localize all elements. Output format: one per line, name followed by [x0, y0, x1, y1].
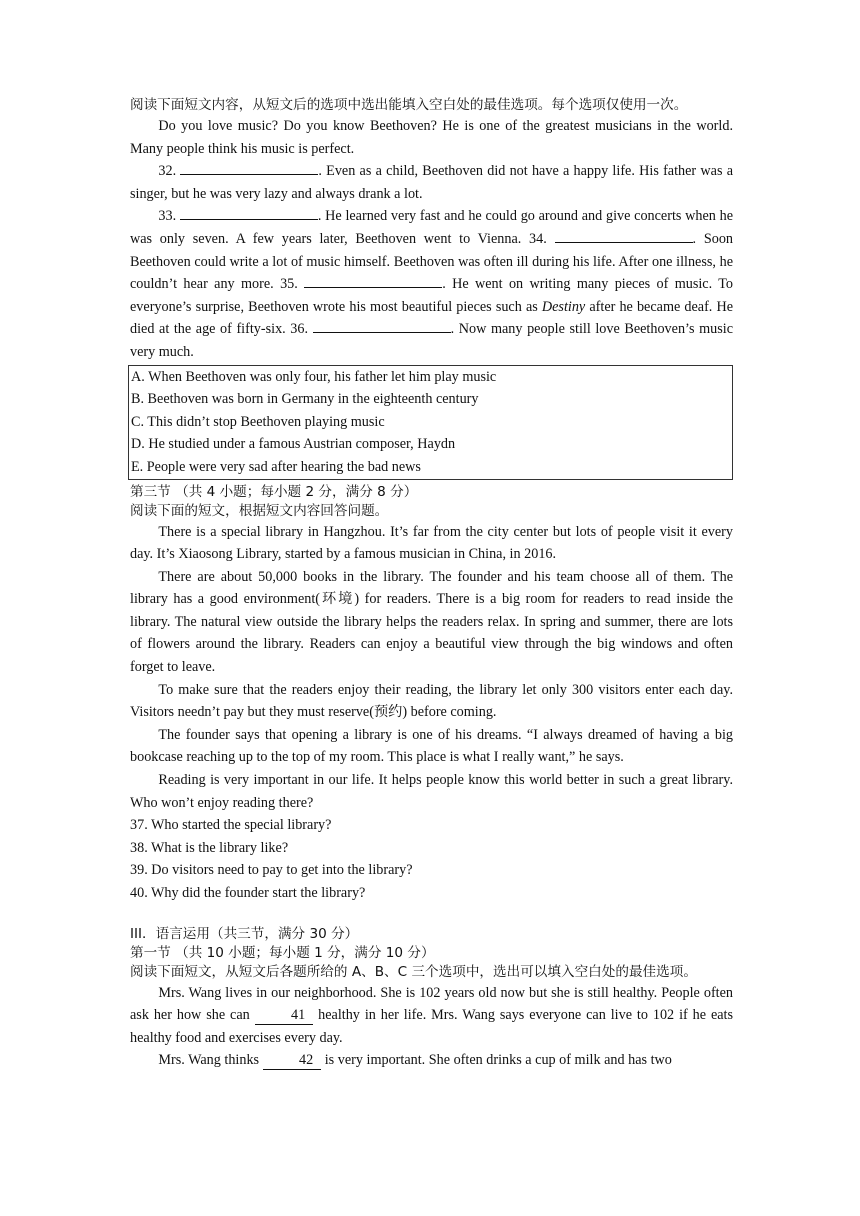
section-title: 第三节 （共 4 小题；每小题 2 分，满分 8 分） — [130, 483, 418, 500]
paragraph-text: Do you love music? Do you know Beethoven? He is one of the greatest musicians in the world. Many people think his music is perfect. — [130, 118, 733, 157]
question-item: 38. What is the library like? — [130, 839, 289, 856]
option-item: D. He studied under a famous Austrian composer, Haydn — [131, 436, 456, 453]
option-item: A. When Beethoven was only four, his father let him play music — [131, 368, 497, 385]
paragraph-text: . Soon Beethoven could write a lot of music himself. Beethoven was often ill during his life. After one illness, he couldn’t hear any more. 35. — [130, 230, 734, 293]
question-item: 37. Who started the special library? — [130, 817, 332, 834]
question-item: 40. Why did the founder start the library? — [130, 885, 366, 901]
answer-blank-34 — [555, 228, 693, 243]
passage-paragraph: There are about 50,000 books in the library. The founder and his team choose all of them. The library has a good environment(环境) for readers. There is a big room for readers to read inside the library. The natural view outside the library helps the readers relax. In spring and summer, there are lots of flowers around the library. Readers can enjoy a beautiful view through the big windows and often forget to leave. — [130, 568, 733, 676]
paragraph-text: . He learned very fast and he could go around and give concerts when he was only seven. A few years later, Beethoven went to Vienna. 34. — [130, 208, 734, 247]
section-instruction: 阅读下面的短文，根据短文内容回答问题。 — [130, 502, 389, 519]
question-number: 32. — [158, 163, 177, 180]
part-title: III．语言运用（共三节，满分 30 分） — [130, 925, 359, 942]
paragraph-text: is very important. She often drinks a cup of milk and has two — [324, 1052, 672, 1069]
answer-blank-35 — [304, 273, 442, 288]
section-title: 第一节 （共 10 小题；每小题 1 分，满分 10 分） — [130, 944, 435, 961]
options-box — [128, 365, 733, 480]
passage-paragraph — [130, 205, 733, 363]
passage-paragraph: To make sure that the readers enjoy their reading, the library let only 300 visitors enter each day. Visitors needn’t pay but they must reserve(预约) before coming. — [130, 681, 733, 721]
paragraph-text: Mrs. Wang lives in our neighborhood. She is 102 years old now but she is still healthy. People often ask her how she can — [130, 984, 733, 1024]
paragraph-text: healthy in her life. Mrs. Wang says everyone can live to 102 if he eats healthy food and exercises every day. — [130, 1007, 734, 1046]
numbered-blank-41: 41 — [255, 1006, 314, 1025]
answer-blank-36 — [313, 318, 451, 333]
question-number: 33. — [158, 208, 177, 225]
song-title: Destiny — [541, 298, 586, 315]
paragraph-text: . Now many people still love Beethoven’s music very much. — [130, 321, 733, 360]
task-instruction: 阅读下面短文内容，从短文后的选项中选出能填入空白处的最佳选项。每个选项仅使用一次。 — [130, 97, 688, 113]
question-item: 39. Do visitors need to pay to get into the library? — [130, 862, 413, 879]
option-item: B. Beethoven was born in Germany in the eighteenth century — [131, 391, 479, 408]
spacer — [130, 905, 733, 925]
passage-paragraph — [130, 115, 733, 160]
exam-page — [130, 96, 733, 1072]
answer-blank-32 — [180, 160, 318, 175]
option-item: C. This didn’t stop Beethoven playing music — [131, 413, 385, 430]
passage-paragraph: The founder says that opening a library is one of his dreams. “I always dreamed of having a big bookcase reaching up to the top of my room. This place is what I really want,” he says. — [130, 726, 733, 766]
paragraph-text: . He went on writing many pieces of music. To everyone’s surprise, Beethoven wrote his most beautiful pieces such as — [130, 276, 734, 315]
passage-paragraph — [130, 982, 733, 1050]
passage-paragraph: Reading is very important in our life. It helps people know this world better in such a great library. Who won’t enjoy reading there? — [130, 772, 733, 811]
numbered-blank-42: 42 — [263, 1051, 322, 1070]
paragraph-text: . Even as a child, Beethoven did not have a happy life. His father was a singer, but he was very lazy and always drank a lot. — [130, 163, 734, 202]
passage-paragraph: There is a special library in Hangzhou. It’s far from the city center but lots of people visit it every day. It’s Xiaosong Library, started by a famous musician in China, in 2016. — [130, 523, 733, 563]
answer-blank-33 — [180, 205, 318, 220]
section-instruction: 阅读下面短文，从短文后各题所给的 A、B、C 三个选项中，选出可以填入空白处的最佳选项。 — [130, 963, 697, 980]
paragraph-text: Mrs. Wang thinks — [158, 1052, 260, 1069]
option-item: E. People were very sad after hearing the bad news — [131, 458, 421, 475]
paragraph-text: after he became deaf. He died at the age of fifty-six. 36. — [130, 298, 734, 338]
passage-paragraph — [130, 160, 733, 205]
passage-paragraph — [130, 1049, 733, 1072]
